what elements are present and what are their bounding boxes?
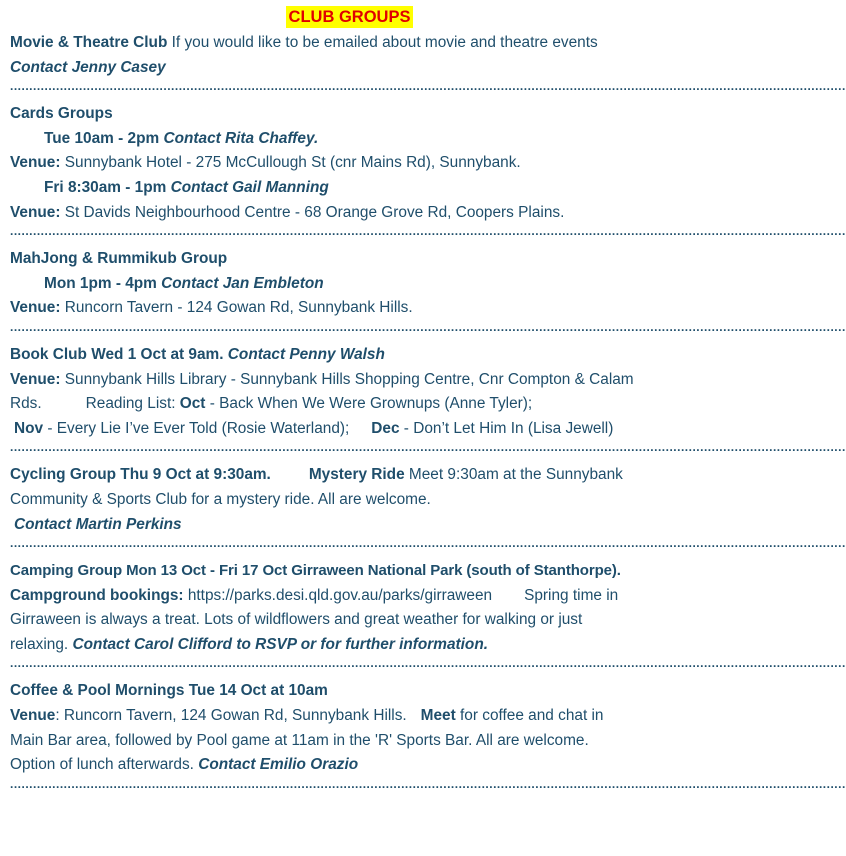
page-title: CLUB GROUPS bbox=[286, 6, 414, 28]
divider: .......................................................................................................................................................................................................................... bbox=[10, 224, 846, 239]
cards-fri-venue: St Davids Neighbourhood Centre - 68 Orange Grove Rd, Coopers Plains. bbox=[60, 203, 565, 221]
cycling-text: Meet 9:30am at the Sunnybank bbox=[404, 466, 623, 484]
camping-text-end: relaxing. bbox=[10, 635, 73, 653]
cards-heading: Cards Groups bbox=[10, 105, 113, 123]
movie-heading: Movie & Theatre Club bbox=[10, 34, 168, 51]
divider: .......................................................................................................................................................................................................................... bbox=[10, 319, 846, 334]
mystery-ride-label: Mystery Ride bbox=[308, 466, 405, 484]
reading-list-label: Reading List: bbox=[85, 395, 180, 413]
cycling-heading: Cycling Group Thu 9 Oct at 9:30am. bbox=[10, 466, 271, 484]
mahjong-section bbox=[10, 247, 689, 321]
camping-text: Spring time in bbox=[524, 586, 619, 604]
movie-theatre-section bbox=[10, 31, 689, 80]
venue-label: Venue: bbox=[10, 203, 61, 221]
dec-book: - Don’t Let Him In (Lisa Jewell) bbox=[399, 419, 614, 437]
book-contact: Contact Penny Walsh bbox=[227, 345, 385, 363]
cards-fri-time: Fri 8:30am - 1pm bbox=[44, 178, 171, 196]
camping-section bbox=[10, 559, 689, 657]
coffee-heading: Coffee & Pool Mornings Tue 14 Oct at 10am bbox=[10, 682, 328, 700]
coffee-text-end: Option of lunch afterwards. bbox=[10, 756, 199, 774]
cards-section bbox=[10, 102, 689, 225]
oct-label: Oct bbox=[179, 395, 206, 413]
movie-contact: Contact Jenny Casey bbox=[10, 58, 166, 76]
divider: .......................................................................................................................................................................................................................... bbox=[10, 536, 846, 551]
cycling-section bbox=[10, 463, 689, 537]
divider: .......................................................................................................................................................................................................................... bbox=[10, 79, 846, 94]
oct-book: - Back When We Were Grownups (Anne Tyler); bbox=[205, 395, 533, 413]
book-heading: Book Club Wed 1 Oct at 9am. bbox=[10, 345, 228, 363]
bookings-url[interactable]: https://parks.desi.qld.gov.au/parks/girraween bbox=[183, 586, 493, 604]
venue-label: Venue bbox=[10, 707, 56, 725]
book-club-section bbox=[10, 343, 689, 441]
venue-label: Venue: bbox=[10, 370, 61, 388]
bookings-label: Campground bookings: bbox=[10, 586, 184, 604]
mahjong-contact: Contact Jan Embleton bbox=[161, 274, 324, 292]
meet-text: for coffee and chat in bbox=[455, 707, 604, 725]
divider: .......................................................................................................................................................................................................................... bbox=[10, 440, 846, 455]
coffee-pool-section bbox=[10, 679, 689, 777]
venue-label: Venue: bbox=[10, 299, 61, 317]
movie-text: If you would like to be emailed about movie and theatre events bbox=[167, 34, 598, 51]
coffee-contact: Contact Emilio Orazio bbox=[198, 756, 359, 774]
coffee-text-cont: Main Bar area, followed by Pool game at 11am in the 'R' Sports Bar. All are welcome. bbox=[10, 731, 589, 749]
divider: .......................................................................................................................................................................................................................... bbox=[10, 776, 846, 791]
cycling-contact: Contact Martin Perkins bbox=[14, 515, 182, 533]
mahjong-time: Mon 1pm - 4pm bbox=[44, 274, 162, 292]
book-venue-cont: Rds. bbox=[10, 395, 42, 413]
meet-label: Meet bbox=[420, 707, 456, 725]
nov-book: - Every Lie I’ve Ever Told (Rosie Waterland); bbox=[43, 419, 350, 437]
divider: .......................................................................................................................................................................................................................... bbox=[10, 656, 846, 671]
book-venue: Sunnybank Hills Library - Sunnybank Hills Shopping Centre, Cnr Compton & Calam bbox=[60, 370, 634, 388]
cards-tue-venue: Sunnybank Hotel - 275 McCullough St (cnr Mains Rd), Sunnybank. bbox=[60, 154, 521, 172]
camping-text-cont: Girraween is always a treat. Lots of wildflowers and great weather for walking or just bbox=[10, 611, 583, 629]
mahjong-venue: Runcorn Tavern - 124 Gowan Rd, Sunnybank Hills. bbox=[60, 299, 413, 317]
dec-label: Dec bbox=[371, 419, 400, 437]
title-row bbox=[10, 4, 689, 31]
coffee-venue: : Runcorn Tavern, 124 Gowan Rd, Sunnybank Hills. bbox=[55, 707, 407, 725]
cycling-text-cont: Community & Sports Club for a mystery ride. All are welcome. bbox=[10, 490, 431, 508]
cards-tue-contact: Contact Rita Chaffey. bbox=[163, 129, 319, 147]
venue-label: Venue: bbox=[10, 154, 61, 172]
nov-label: Nov bbox=[14, 419, 44, 437]
camping-contact: Contact Carol Clifford to RSVP or for further information. bbox=[72, 635, 488, 653]
cards-tue-time: Tue 10am - 2pm bbox=[44, 129, 164, 147]
camping-heading: Camping Group Mon 13 Oct - Fri 17 Oct Girraween National Park (south of Stanthorpe). bbox=[10, 562, 621, 580]
cards-fri-contact: Contact Gail Manning bbox=[170, 178, 329, 196]
mahjong-heading: MahJong & Rummikub Group bbox=[10, 250, 228, 268]
